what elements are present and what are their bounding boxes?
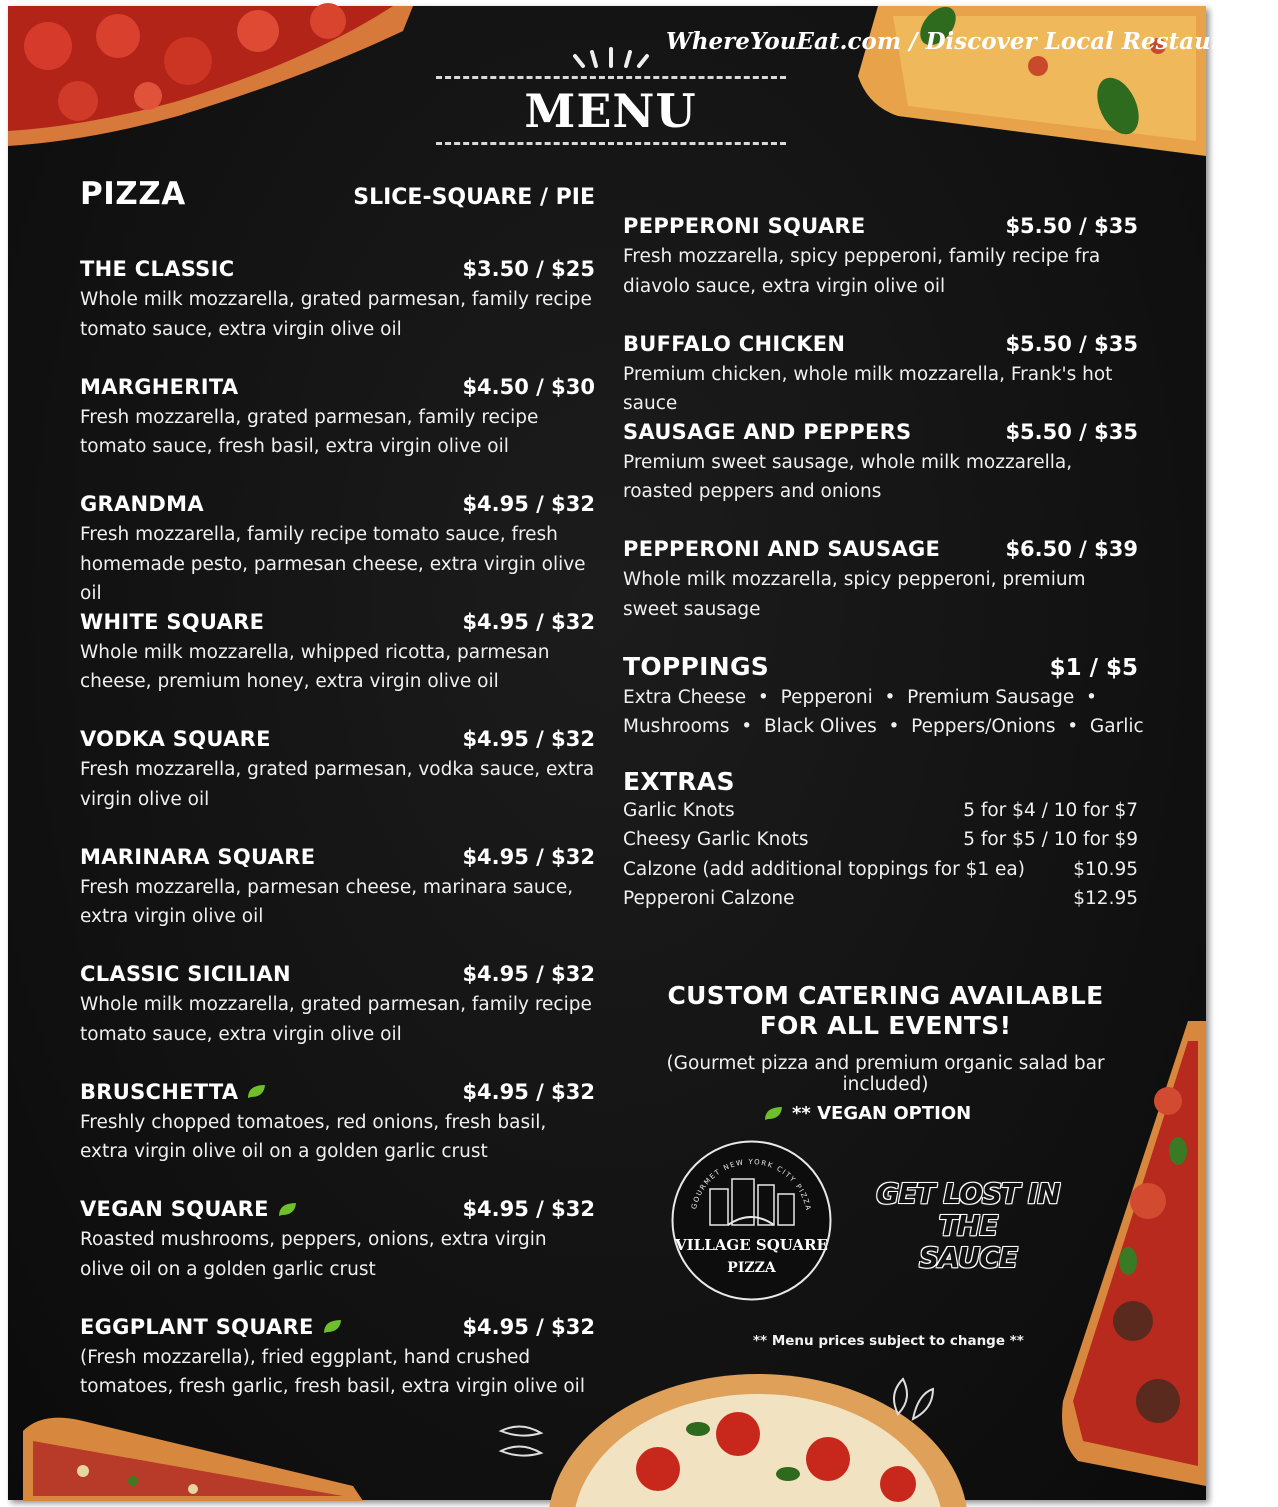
menu-item bbox=[623, 534, 1138, 652]
item-name: MARGHERITA bbox=[80, 374, 239, 399]
toppings-price: $1 / $5 bbox=[1049, 654, 1138, 681]
extra-price: 5 for $5 / 10 for $9 bbox=[963, 829, 1138, 850]
pizza-section bbox=[80, 176, 595, 1429]
item-name: PEPPERONI SQUARE bbox=[623, 214, 866, 238]
pizza-section-header bbox=[80, 176, 595, 212]
item-name: GRANDMA bbox=[80, 492, 204, 516]
item-name: VEGAN SQUARE bbox=[80, 1197, 269, 1221]
item-description: Fresh mozzarella, spicy pepperoni, family recipe fra diavolo sauce, extra virgin olive oil bbox=[623, 246, 1101, 297]
extra-row bbox=[623, 825, 1138, 855]
item-description: Fresh mozzarella, grated parmesan, family recipe tomato sauce, fresh basil, extra virgin olive oil bbox=[80, 406, 539, 457]
item-name: SAUSAGE AND PEPPERS bbox=[623, 419, 912, 444]
item-price: $4.95 / $32 bbox=[462, 492, 595, 516]
extras-section bbox=[623, 767, 1138, 914]
item-name: PEPPERONI AND SAUSAGE bbox=[623, 537, 941, 561]
item-name-wrap bbox=[80, 1315, 343, 1339]
item-name: BUFFALO CHICKEN bbox=[623, 331, 846, 356]
menu-title-block bbox=[433, 46, 788, 146]
toppings-section bbox=[623, 651, 1144, 742]
village-square-pizza-logo bbox=[670, 1139, 833, 1302]
price-format-note: SLICE-SQUARE / PIE bbox=[353, 185, 595, 210]
section-title: PIZZA bbox=[80, 176, 186, 212]
item-price: $6.50 / $39 bbox=[1005, 537, 1138, 561]
menu-item bbox=[623, 211, 1138, 329]
section-title: EXTRAS bbox=[623, 766, 735, 796]
extra-name: Pepperoni Calzone bbox=[623, 888, 795, 909]
extra-name: Cheesy Garlic Knots bbox=[623, 829, 809, 850]
price-change-note: ** Menu prices subject to change ** bbox=[753, 1333, 1024, 1349]
item-description: (Fresh mozzarella), fried eggplant, hand crushed tomatoes, fresh garlic, fresh basil, extra virgin olive oil bbox=[80, 1346, 585, 1397]
divider-bottom bbox=[436, 142, 786, 146]
logo-ring-text: GOURMET NEW YORK CITY PIZZA bbox=[690, 1157, 813, 1213]
logo-name: VILLAGE SQUARE bbox=[675, 1236, 828, 1254]
extra-price: $12.95 bbox=[1073, 888, 1138, 909]
extra-row bbox=[623, 884, 1138, 914]
item-description: Fresh mozzarella, grated parmesan, vodka sauce, extra virgin olive oil bbox=[80, 759, 595, 810]
slogan-line: THE bbox=[938, 1209, 998, 1242]
item-name: THE CLASSIC bbox=[80, 257, 235, 281]
slogan-line: GET LOST IN bbox=[876, 1177, 1060, 1210]
item-description: Fresh mozzarella, parmesan cheese, marinara sauce, extra virgin olive oil bbox=[80, 876, 574, 927]
divider-top bbox=[436, 76, 786, 80]
menu-item bbox=[80, 959, 595, 1077]
item-name: BRUSCHETTA bbox=[80, 1079, 239, 1104]
vegan-leaf-icon bbox=[246, 1083, 267, 1100]
extra-row bbox=[623, 796, 1138, 826]
site-watermark: WhereYouEat.com / Discover Local Restaurants bbox=[666, 28, 1278, 55]
toppings-header bbox=[623, 652, 1138, 681]
item-name: EGGPLANT SQUARE bbox=[80, 1314, 314, 1339]
item-price: $4.95 / $32 bbox=[462, 1197, 595, 1221]
item-description: Premium sweet sausage, whole milk mozzarella, roasted peppers and onions bbox=[623, 451, 1073, 502]
menu-card bbox=[8, 6, 1278, 1500]
extra-price: $10.95 bbox=[1073, 858, 1138, 880]
herb-doodle-icon bbox=[888, 1374, 938, 1422]
menu-item bbox=[80, 372, 595, 490]
catering-block bbox=[623, 981, 1148, 1095]
item-price: $5.50 / $35 bbox=[1005, 214, 1138, 238]
item-description: Freshly chopped tomatoes, red onions, fresh basil, extra virgin olive oil on a golden garlic crust bbox=[80, 1111, 547, 1162]
item-price: $4.95 / $32 bbox=[462, 844, 595, 869]
extra-name: Garlic Knots bbox=[623, 799, 735, 821]
vegan-legend-label: ** VEGAN OPTION bbox=[792, 1103, 972, 1124]
item-price: $5.50 / $35 bbox=[1005, 419, 1138, 444]
menu-item bbox=[623, 329, 1138, 417]
item-description: Whole milk mozzarella, spicy pepperoni, premium sweet sausage bbox=[623, 569, 1086, 620]
item-price: $4.95 / $32 bbox=[462, 727, 595, 751]
menu-item bbox=[80, 1194, 595, 1312]
item-description: Fresh mozzarella, family recipe tomato sauce, fresh homemade pesto, parmesan cheese, extra virgin olive oil bbox=[80, 524, 586, 604]
item-name-wrap bbox=[80, 1197, 298, 1221]
item-price: $4.95 / $32 bbox=[462, 1314, 595, 1339]
section-title: TOPPINGS bbox=[623, 651, 770, 681]
item-description: Whole milk mozzarella, whipped ricotta, parmesan cheese, premium honey, extra virgin olive oil bbox=[80, 641, 550, 692]
item-price: $4.95 / $32 bbox=[462, 609, 595, 634]
menu-item bbox=[80, 254, 595, 372]
menu-item bbox=[80, 607, 595, 725]
vegan-leaf-icon bbox=[322, 1318, 343, 1335]
menu-item bbox=[80, 1077, 595, 1195]
item-price: $3.50 / $25 bbox=[462, 257, 595, 281]
item-name: VODKA SQUARE bbox=[80, 727, 271, 751]
menu-item bbox=[80, 1312, 595, 1430]
menu-title: MENU bbox=[524, 84, 697, 138]
extra-price: 5 for $4 / 10 for $7 bbox=[963, 799, 1138, 821]
item-name: MARINARA SQUARE bbox=[80, 844, 316, 869]
item-price: $5.50 / $35 bbox=[1005, 331, 1138, 356]
item-description: Whole milk mozzarella, grated parmesan, family recipe tomato sauce, extra virgin olive oil bbox=[80, 289, 592, 340]
menu-item bbox=[80, 724, 595, 842]
menu-item bbox=[80, 489, 595, 607]
item-description: Whole milk mozzarella, grated parmesan, family recipe tomato sauce, extra virgin olive oil bbox=[80, 994, 592, 1045]
slogan bbox=[863, 1178, 1073, 1274]
vegan-legend bbox=[763, 1103, 971, 1124]
menu-item bbox=[623, 417, 1138, 535]
item-description: Roasted mushrooms, peppers, onions, extra virgin olive oil on a golden garlic crust bbox=[80, 1229, 547, 1280]
toppings-line: Extra Cheese • Pepperoni • Premium Sausage • bbox=[623, 686, 1097, 708]
toppings-list bbox=[623, 683, 1144, 742]
item-name: CLASSIC SICILIAN bbox=[80, 962, 291, 986]
catering-line-2: FOR ALL EVENTS! bbox=[759, 1011, 1012, 1040]
item-price: $4.95 / $32 bbox=[462, 962, 595, 986]
sparkle-icon bbox=[571, 46, 651, 68]
menu-item bbox=[80, 842, 595, 960]
item-name-wrap bbox=[80, 1080, 267, 1104]
item-price: $4.50 / $30 bbox=[462, 374, 595, 399]
catering-line-1: CUSTOM CATERING AVAILABLE bbox=[667, 981, 1104, 1010]
toppings-line: Mushrooms • Black Olives • Peppers/Onions • Garlic bbox=[623, 716, 1144, 737]
logo-pizza: PIZZA bbox=[727, 1260, 776, 1276]
catering-subtitle: (Gourmet pizza and premium organic salad bar included) bbox=[666, 1053, 1105, 1095]
slogan-line: SAUCE bbox=[919, 1241, 1017, 1274]
specialty-section bbox=[623, 211, 1144, 914]
item-price: $4.95 / $32 bbox=[462, 1079, 595, 1104]
item-name: WHITE SQUARE bbox=[80, 609, 265, 634]
vegan-leaf-icon bbox=[277, 1201, 298, 1218]
vegan-leaf-icon bbox=[763, 1105, 784, 1122]
extra-name: Calzone (add additional toppings for $1 ea) bbox=[623, 858, 1025, 880]
extra-row bbox=[623, 855, 1138, 885]
item-description: Premium chicken, whole milk mozzarella, Frank's hot sauce bbox=[623, 363, 1113, 414]
pizza-slice-top-left-image bbox=[8, 6, 418, 151]
